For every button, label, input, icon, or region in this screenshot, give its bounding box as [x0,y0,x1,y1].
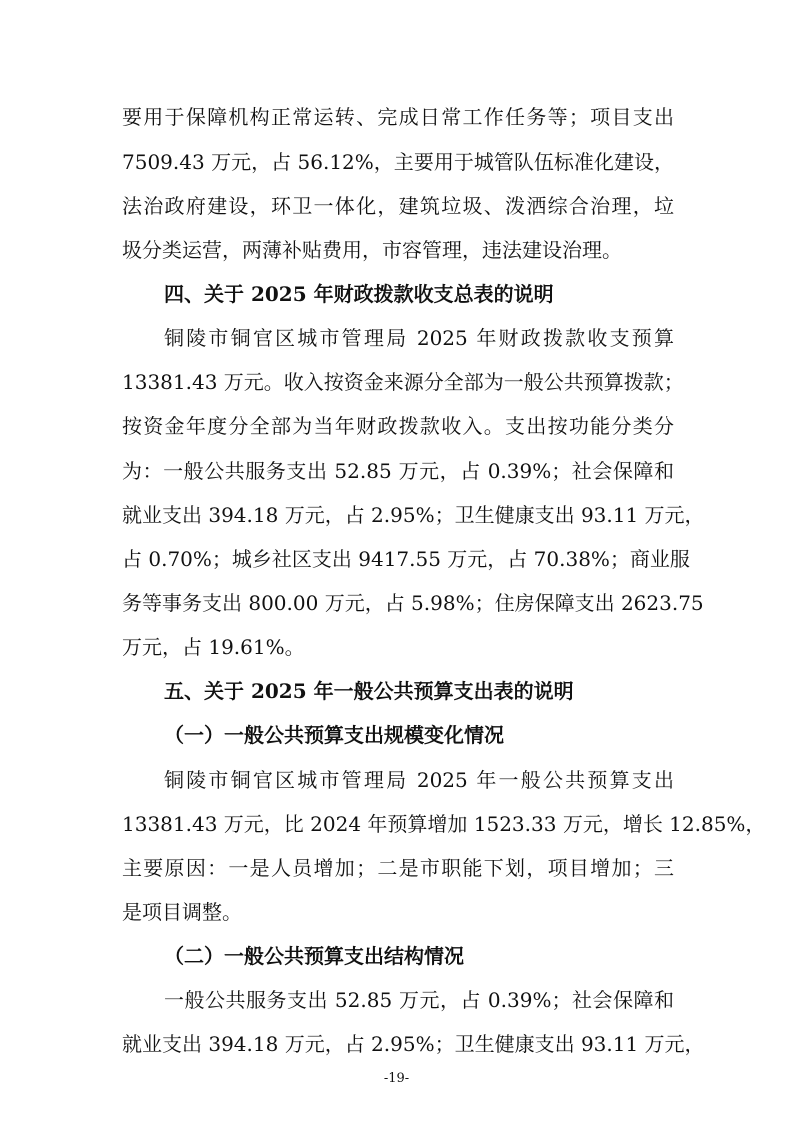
subsection-heading-1: （一）一般公共预算支出规模变化情况 [164,723,504,747]
paragraph-line: 铜陵市铜官区城市管理局 2025 年财政拨款收支预算 [164,326,674,350]
subsection-heading-2: （二）一般公共预算支出结构情况 [164,944,464,968]
paragraph-line: 按资金年度分全部为当年财政拨款收入。支出按功能分类分 [122,414,674,438]
paragraph-line: 铜陵市铜官区城市管理局 2025 年一般公共预算支出 [164,768,674,792]
paragraph-line: 圾分类运营，两薄补贴费用，市容管理，违法建设治理。 [122,238,622,262]
paragraph-line: 主要原因：一是人员增加；二是市职能下划，项目增加；三 [122,856,674,880]
paragraph-line: 就业支出 394.18 万元，占 2.95%；卫生健康支出 93.11 万元， [122,503,705,527]
section-heading-4: 四、关于 2025 年财政拨款收支总表的说明 [164,282,554,306]
paragraph-line: 13381.43 万元，比 2024 年预算增加 1523.33 万元，增长 12.85%， [122,812,766,836]
paragraph-line: 是项目调整。 [122,900,242,924]
paragraph-line: 7509.43 万元，占 56.12%，主要用于城管队伍标准化建设， [122,150,674,174]
paragraph-line: 法治政府建设，环卫一体化，建筑垃圾、泼洒综合治理，垃 [122,194,674,218]
paragraph-line: 务等事务支出 800.00 万元，占 5.98%；住房保障支出 2623.75 [122,591,704,615]
section-heading-5: 五、关于 2025 年一般公共预算支出表的说明 [164,679,574,703]
paragraph-line: 13381.43 万元。收入按资金来源分全部为一般公共预算拨款； [122,370,684,394]
page-number: -19- [383,1071,410,1086]
paragraph-line: 要用于保障机构正常运转、完成日常工作任务等；项目支出 [122,105,674,129]
paragraph-line: 占 0.70%；城乡社区支出 9417.55 万元，占 70.38%；商业服 [122,547,690,571]
paragraph-line: 一般公共服务支出 52.85 万元，占 0.39%；社会保障和 [164,988,674,1012]
paragraph-line: 万元，占 19.61%。 [122,635,305,659]
paragraph-line: 就业支出 394.18 万元，占 2.95%；卫生健康支出 93.11 万元， [122,1032,705,1056]
paragraph-line: 为：一般公共服务支出 52.85 万元，占 0.39%；社会保障和 [122,459,674,483]
